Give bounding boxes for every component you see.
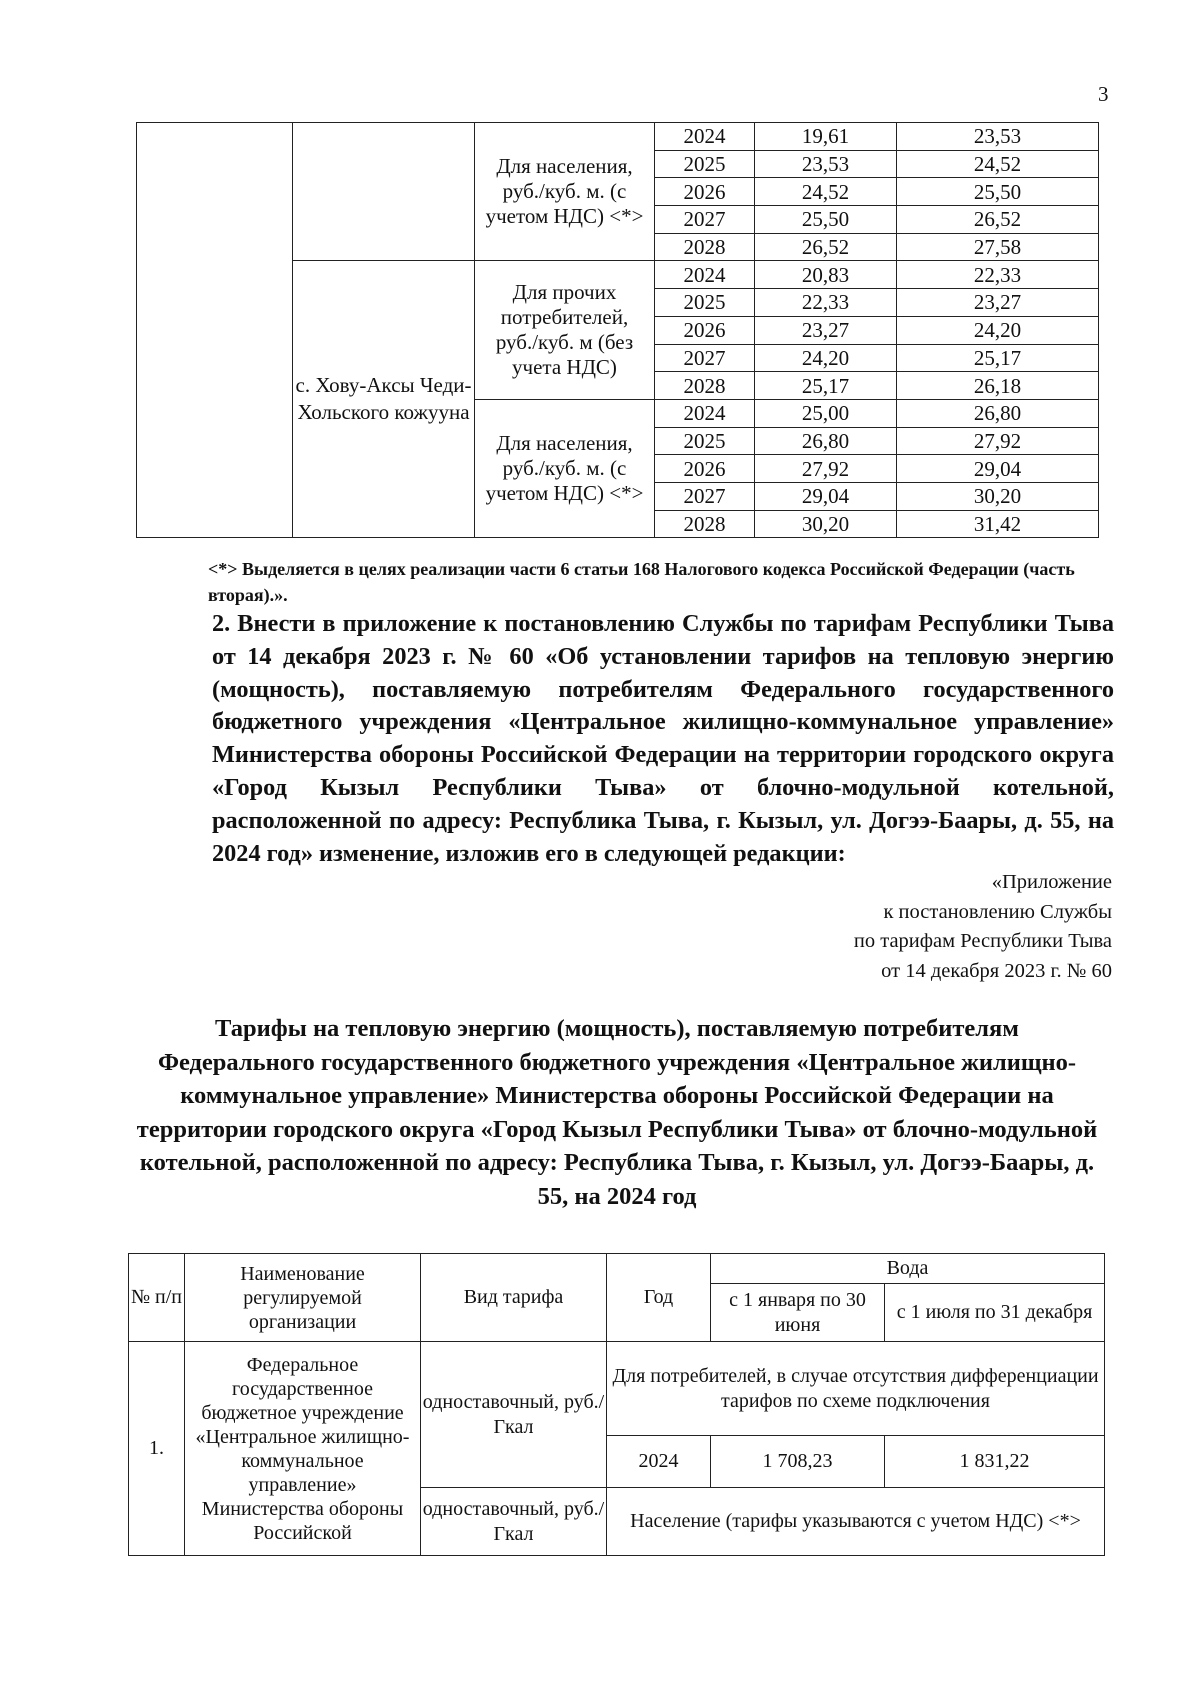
- appendix-reference: [854, 868, 1112, 986]
- tariff-value-first-half: 27,92: [755, 455, 897, 483]
- header-period-first-half: с 1 января по 30 июня: [711, 1284, 885, 1342]
- tariff-type: одноставочный, руб./Гкал: [421, 1488, 607, 1556]
- tariff-value-second-half: 31,42: [897, 510, 1099, 538]
- tariff-value-second-half: 25,17: [897, 344, 1099, 372]
- tariff-value-second-half: 23,53: [897, 123, 1099, 151]
- tariff-value-first-half: 30,20: [755, 510, 897, 538]
- tariff-category-cell: Для прочих потребителей, руб./куб. м (без учета НДС): [475, 261, 655, 399]
- tariff-value-first-half: 25,50: [755, 206, 897, 234]
- region-cell: [137, 123, 293, 538]
- year-cell: 2027: [655, 482, 755, 510]
- location-cell: [293, 123, 475, 261]
- year-cell: 2025: [655, 427, 755, 455]
- tariff-value-first-half: 20,83: [755, 261, 897, 289]
- header-period-second-half: с 1 июля по 31 декабря: [885, 1284, 1105, 1342]
- document-title: Тарифы на тепловую энергию (мощность), поставляемую потребителям Федерального государственного бюджетного учреждения «Центральное жилищно-коммунальное управление» Министерства обороны Российской Федерации на территории городского округа «Город Кызыл Республики Тыва» от блочно-модульной котельной, расположенной по адресу: Республика Тыва, г. Кызыл, ул. Догээ-Баары, д. 55, на 2024 год: [136, 1015, 1098, 1210]
- year-cell: 2026: [655, 316, 755, 344]
- tariff-value-second-half: 24,52: [897, 150, 1099, 178]
- tariff-value-second-half: 29,04: [897, 455, 1099, 483]
- tariff-value-second-half: 23,27: [897, 289, 1099, 317]
- tariff-value-second-half: 26,18: [897, 372, 1099, 400]
- tariff-value-first-half: 24,52: [755, 178, 897, 206]
- tariff-value-second-half: 27,58: [897, 233, 1099, 261]
- appendix-line: от 14 декабря 2023 г. № 60: [881, 959, 1112, 982]
- tariff-value-first-half: 19,61: [755, 123, 897, 151]
- consumer-condition: Население (тарифы указываются с учетом НДС) <*>: [607, 1488, 1105, 1556]
- tariff-value-second-half: 26,52: [897, 206, 1099, 234]
- footnote-text: <*> Выделяется в целях реализации части 6 статьи 168 Налогового кодекса Российской Федерации (часть вторая).».: [208, 559, 1075, 605]
- organization-name: Федеральное государственное бюджетное учреждение «Центральное жилищно-коммунальное управление» Министерства обороны Российской: [185, 1342, 421, 1556]
- footnote: [140, 556, 1098, 608]
- tariff-value-first-half: 25,00: [755, 399, 897, 427]
- year-cell: 2028: [655, 510, 755, 538]
- tariff-category-cell: Для населения, руб./куб. м. (с учетом НДС) <*>: [475, 399, 655, 537]
- tariff-value-first-half: 26,52: [755, 233, 897, 261]
- continuation-table: [136, 122, 1099, 538]
- year-cell: 2027: [655, 206, 755, 234]
- tariff-value-second-half: 1 831,22: [885, 1436, 1105, 1488]
- table-row: [137, 123, 1099, 151]
- year-cell: 2025: [655, 289, 755, 317]
- row-number: 1.: [129, 1342, 185, 1556]
- tariff-value-second-half: 27,92: [897, 427, 1099, 455]
- year-cell: 2025: [655, 150, 755, 178]
- tariff-value-first-half: 23,27: [755, 316, 897, 344]
- header-tariff-type: Вид тарифа: [421, 1254, 607, 1342]
- header-number: № п/п: [129, 1254, 185, 1342]
- header-water: Вода: [711, 1254, 1105, 1284]
- header-organization: Наименование регулируемой организации: [185, 1254, 421, 1342]
- tariff-value-first-half: 24,20: [755, 344, 897, 372]
- year-cell: 2024: [655, 399, 755, 427]
- amendment-paragraph: [140, 608, 1114, 870]
- location-cell: с. Хову-Аксы Чеди-Хольского кожууна: [293, 261, 475, 538]
- tariff-value-second-half: 26,80: [897, 399, 1099, 427]
- tariff-value-first-half: 22,33: [755, 289, 897, 317]
- tariff-type: одноставочный, руб./Гкал: [421, 1342, 607, 1488]
- tariff-value-first-half: 1 708,23: [711, 1436, 885, 1488]
- year-cell: 2026: [655, 178, 755, 206]
- appendix-line: «Приложение: [991, 871, 1112, 893]
- year-cell: 2026: [655, 455, 755, 483]
- year-cell: 2027: [655, 344, 755, 372]
- tariff-value-second-half: 25,50: [897, 178, 1099, 206]
- appendix-line: по тарифам Республики Тыва: [853, 930, 1112, 952]
- tariff-value-second-half: 22,33: [897, 261, 1099, 289]
- tariff-value-second-half: 30,20: [897, 482, 1099, 510]
- year-cell: 2024: [655, 261, 755, 289]
- tariff-value-first-half: 26,80: [755, 427, 897, 455]
- tariff-table: [128, 1253, 1105, 1556]
- appendix-line: к постановлению Службы: [883, 900, 1112, 923]
- tariff-value-first-half: 23,53: [755, 150, 897, 178]
- year-cell: 2024: [607, 1436, 711, 1488]
- year-cell: 2028: [655, 372, 755, 400]
- page-number: 3: [1098, 82, 1109, 106]
- tariff-category-cell: Для населения, руб./куб. м. (с учетом НДС) <*>: [475, 123, 655, 261]
- header-year: Год: [607, 1254, 711, 1342]
- year-cell: 2028: [655, 233, 755, 261]
- year-cell: 2024: [655, 123, 755, 151]
- amendment-paragraph-text: 2. Внести в приложение к постановлению Службы по тарифам Республики Тыва от 14 декабря 2023 г. № 60 «Об установлении тарифов на тепловую энергию (мощность), поставляемую потребителям Федерального государственного бюджетного учреждения «Центральное жилищно-коммунальное управление» Министерства обороны Российской Федерации на территории городского округа «Город Кызыл Республики Тыва» от блочно-модульной котельной, расположенной по адресу: Республика Тыва, г. Кызыл, ул. Догээ-Баары, д. 55, на 2024 год» изменение, изложив его в следующей редакции:: [212, 610, 1114, 867]
- tariff-value-first-half: 25,17: [755, 372, 897, 400]
- consumer-condition: Для потребителей, в случае отсутствия дифференциации тарифов по схеме подключения: [607, 1342, 1105, 1436]
- tariff-value-second-half: 24,20: [897, 316, 1099, 344]
- tariff-value-first-half: 29,04: [755, 482, 897, 510]
